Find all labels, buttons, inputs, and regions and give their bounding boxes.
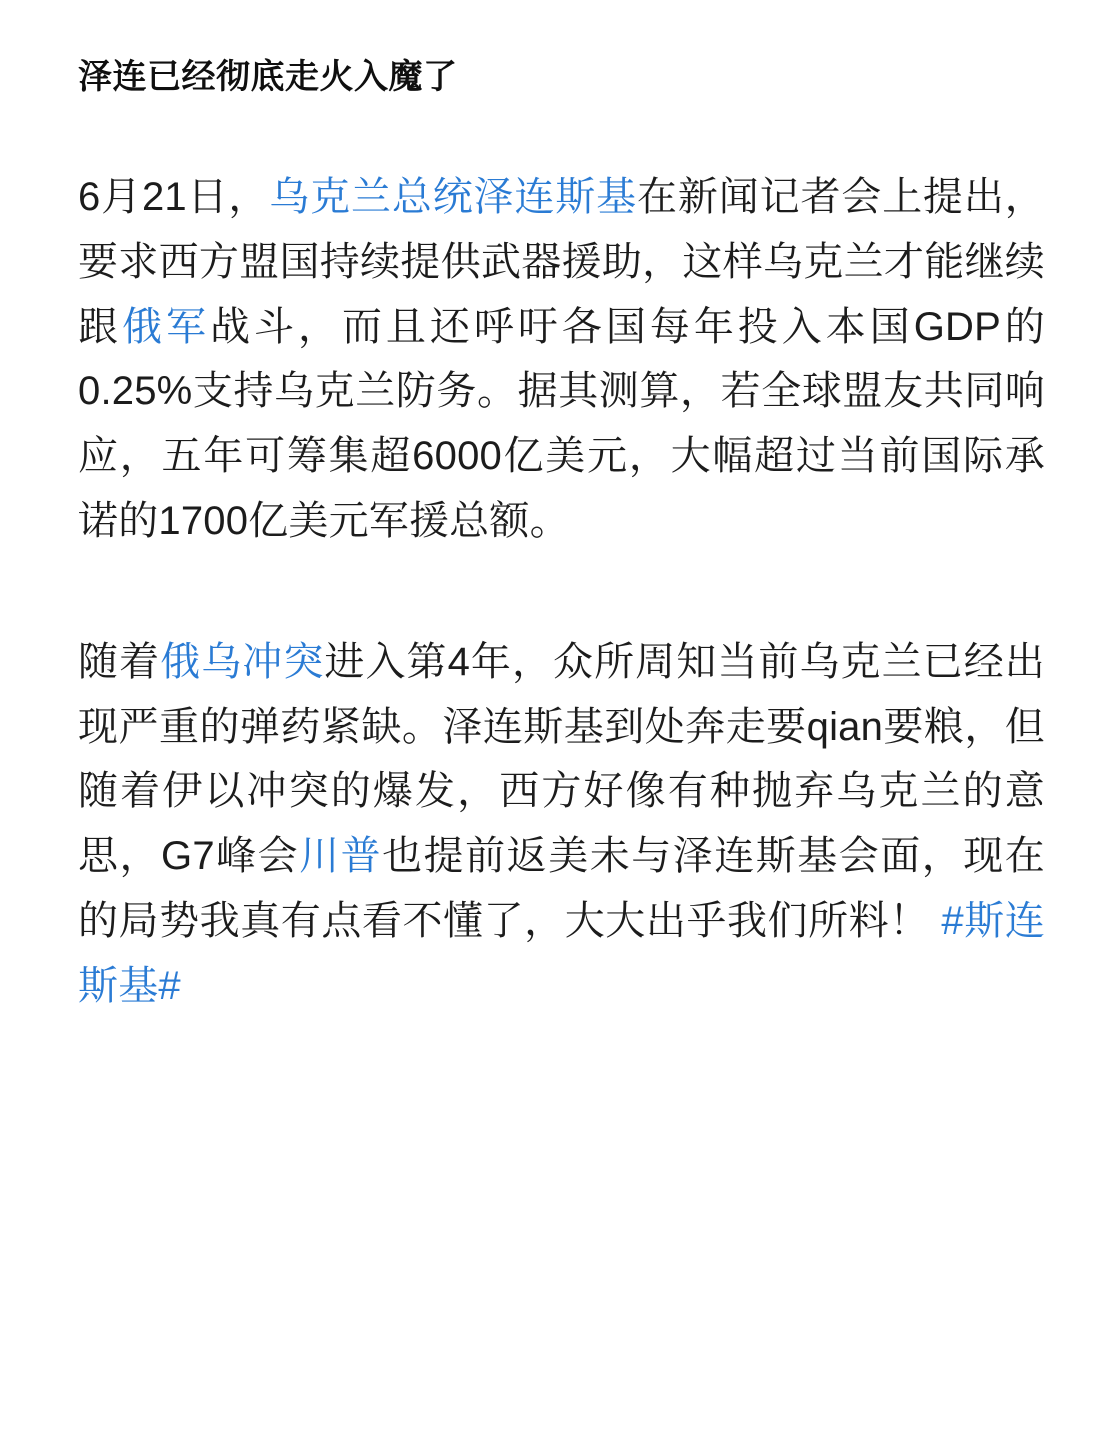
inline-link[interactable]: 乌克兰总统泽连斯基 [269, 175, 638, 219]
paragraph-text: 进入第4年，众所周知当前乌克兰已经出现严重的弹药紧缺。泽连斯基到处奔走要qian要粮，但随着伊以冲突的爆发，西方好像有种抛弃乌克兰的意思，G7峰会 [78, 639, 1045, 879]
paragraph-1 [78, 165, 1045, 554]
inline-link[interactable]: 川普 [299, 834, 383, 879]
paragraph-2 [78, 630, 1045, 1019]
paragraph-text: 也提前返美未与泽连斯基会面，现在的局势我真有点看不懂了，大大出乎我们所料！ [78, 834, 1046, 943]
paragraph-text: 随着 [78, 639, 161, 684]
page-title: 泽连已经彻底走火入魔了 [78, 58, 458, 96]
paragraph-text: 战斗，而且还呼吁各国每年投入本国GDP的0.25%支持乌克兰防务。据其测算，若全球盟友共同响应，五年可筹集超6000亿美元，大幅超过当前国际承诺的1700亿美元军援总额。 [78, 304, 1046, 543]
inline-link[interactable]: 俄军 [122, 304, 210, 349]
paragraph-text: 6月21日， [78, 175, 270, 219]
article-body [78, 165, 1045, 1019]
paragraph-text: 在新闻记者会上提出，要求西方盟国持续提供武器援助，这样乌克兰才能继续跟 [78, 175, 1045, 349]
inline-link[interactable]: 俄乌冲突 [160, 639, 325, 684]
hashtag-link[interactable]: #斯连斯基# [78, 898, 1045, 1008]
